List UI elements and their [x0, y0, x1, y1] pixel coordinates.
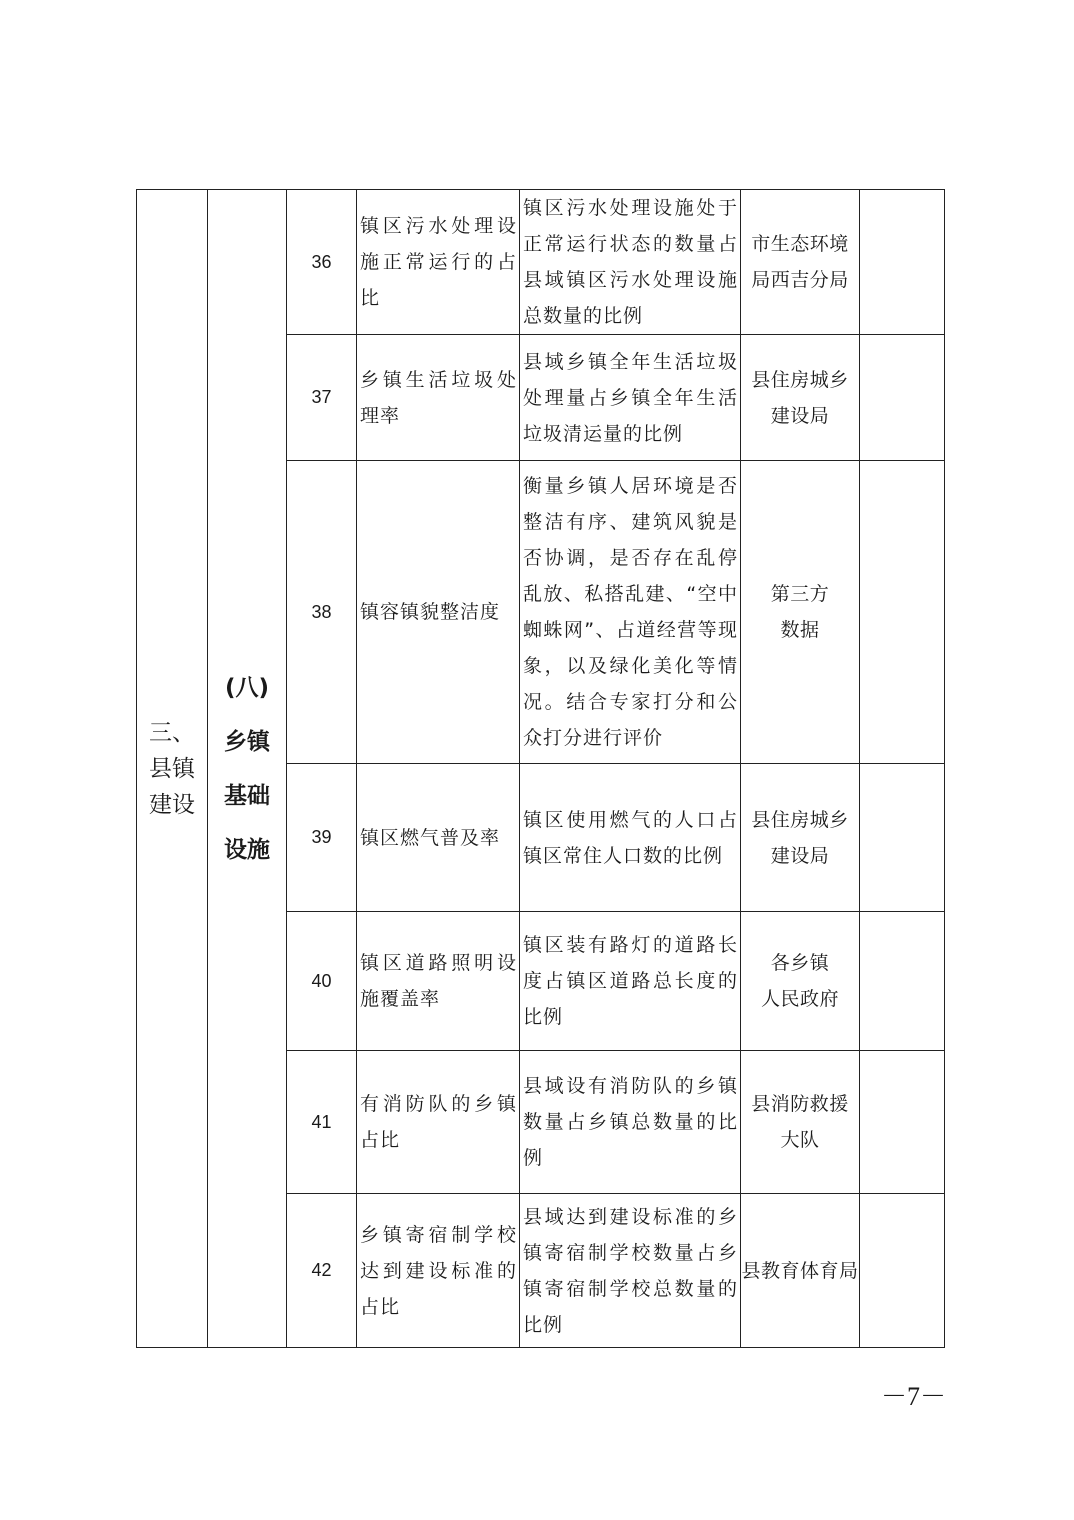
responsible-department — [741, 335, 860, 461]
indicator-name: 有消防队的乡镇占比 — [357, 1051, 520, 1194]
category-line: 建设 — [149, 791, 195, 818]
department-line: 县教育体育局 — [741, 1259, 859, 1282]
department-line: 人民政府 — [760, 988, 839, 1010]
responsible-department — [741, 461, 860, 764]
row-number: 40 — [287, 912, 357, 1051]
responsible-department — [741, 912, 860, 1051]
subcategory-line: 设施 — [224, 836, 270, 863]
table-row — [137, 190, 945, 335]
blank-cell — [860, 1194, 945, 1348]
responsible-department — [741, 1051, 860, 1194]
indicator-description: 县域设有消防队的乡镇数量占乡镇总数量的比例 — [520, 1051, 741, 1194]
indicator-description: 镇区污水处理设施处于正常运行状态的数量占县域镇区污水处理设施总数量的比例 — [520, 190, 741, 335]
department-line: 大队 — [780, 1129, 820, 1151]
department-line: 县住房城乡 — [751, 368, 849, 391]
category-line: 县镇 — [149, 755, 195, 782]
blank-cell — [860, 461, 945, 764]
department-line: 市生态环境 — [751, 233, 849, 255]
blank-cell — [860, 190, 945, 335]
page-number: －7－ — [880, 1382, 946, 1411]
row-number: 42 — [287, 1194, 357, 1348]
subcategory-line: 乡镇 — [224, 728, 270, 755]
category-cell — [137, 190, 208, 1348]
responsible-department — [741, 190, 860, 335]
indicator-description: 县域乡镇全年生活垃圾处理量占乡镇全年生活垃圾清运量的比例 — [520, 335, 741, 461]
responsible-department — [741, 1194, 860, 1348]
row-number: 37 — [287, 335, 357, 461]
indicator-description: 县域达到建设标准的乡镇寄宿制学校数量占乡镇寄宿制学校总数量的比例 — [520, 1194, 741, 1348]
department-line: 第三方 — [770, 583, 830, 605]
indicator-name: 镇容镇貌整洁度 — [357, 461, 520, 764]
subcategory-line: 基础 — [224, 782, 270, 809]
indicator-description: 镇区装有路灯的道路长度占镇区道路总长度的比例 — [520, 912, 741, 1051]
department-line: 局西吉分局 — [751, 269, 849, 291]
indicator-name: 镇区燃气普及率 — [357, 764, 520, 912]
row-number: 39 — [287, 764, 357, 912]
row-number: 41 — [287, 1051, 357, 1194]
department-line: 县住房城乡 — [751, 808, 849, 831]
responsible-department — [741, 764, 860, 912]
blank-cell — [860, 912, 945, 1051]
department-line: 建设局 — [770, 404, 830, 427]
department-line: 建设局 — [770, 844, 830, 867]
blank-cell — [860, 335, 945, 461]
category-line: 三、 — [149, 719, 195, 746]
blank-cell — [860, 1051, 945, 1194]
department-line: 各乡镇 — [770, 952, 830, 974]
indicator-name: 镇区污水处理设施正常运行的占比 — [357, 190, 520, 335]
indicator-description: 衡量乡镇人居环境是否整洁有序、建筑风貌是否协调，是否存在乱停乱放、私搭乱建、“空中蜘蛛网”、占道经营等现象，以及绿化美化等情况。结合专家打分和公众打分进行评价 — [520, 461, 741, 764]
subcategory-cell — [208, 190, 287, 1348]
row-number: 38 — [287, 461, 357, 764]
row-number: 36 — [287, 190, 357, 335]
indicator-description: 镇区使用燃气的人口占镇区常住人口数的比例 — [520, 764, 741, 912]
blank-cell — [860, 764, 945, 912]
indicator-name: 乡镇生活垃圾处理率 — [357, 335, 520, 461]
indicator-name: 镇区道路照明设施覆盖率 — [357, 912, 520, 1051]
department-line: 数据 — [780, 619, 820, 641]
indicator-name: 乡镇寄宿制学校达到建设标准的占比 — [357, 1194, 520, 1348]
department-line: 县消防救援 — [751, 1093, 849, 1115]
indicator-table — [136, 189, 945, 1348]
subcategory-line: (八) — [224, 674, 270, 701]
